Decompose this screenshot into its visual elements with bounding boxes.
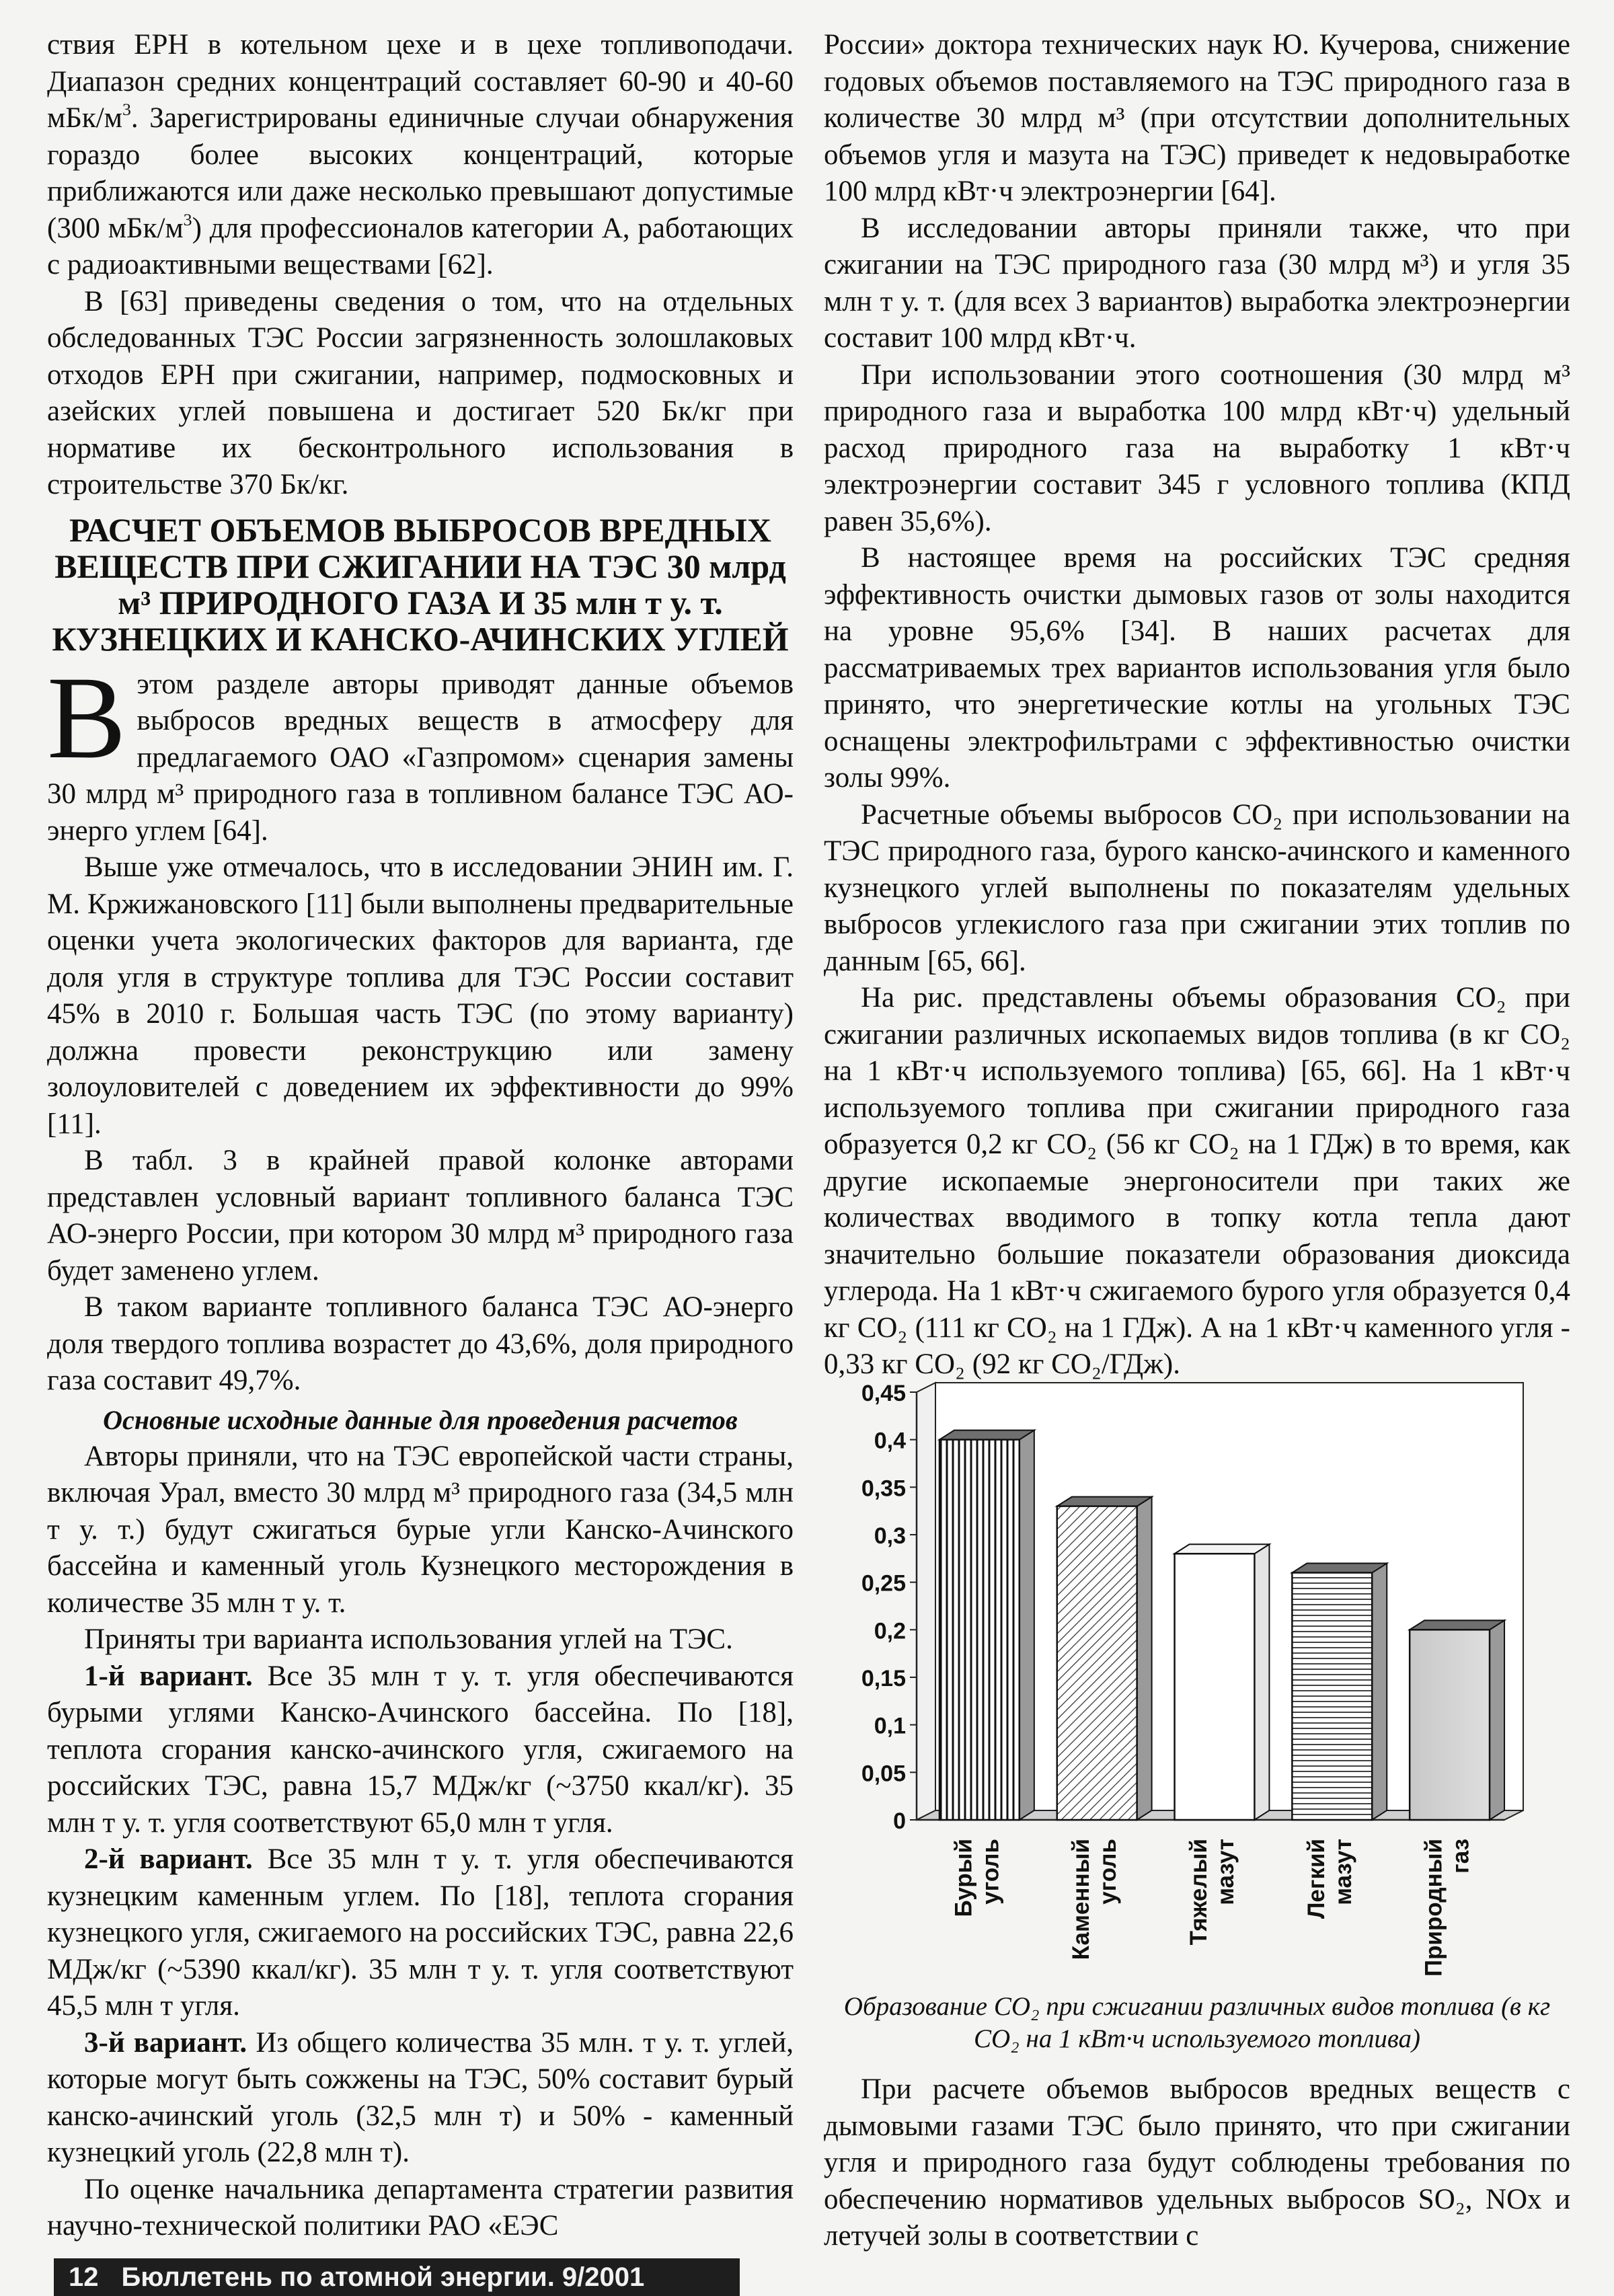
bar-side (1020, 1430, 1034, 1820)
bar-front (1175, 1554, 1255, 1820)
bar-front (1292, 1573, 1372, 1820)
paragraph: этом разделе авторы приводят данные объемов выбросов вредных веществ в атмосферу для предлагаемого ОАО «Газпромом» сценария замены 30 млрд м³ природного газа в топливном балансе ТЭС АО-энерго углем [64]. (47, 668, 794, 847)
variant-3-paragraph: 3-й вариант. Из общего количества 35 млн. т у. т. углей, которые могут быть сожжены на ТЭС, 50% составит бурый канско-ачинский уголь (32,5 млн т) и 50% - каменный кузнецкий уголь (22,8 млн т). (47, 2026, 794, 2168)
y-tick-label: 0,05 (861, 1761, 906, 1787)
y-tick-label: 0,3 (874, 1523, 906, 1549)
chart-side-wall (917, 1383, 935, 1820)
bar-side (1137, 1497, 1152, 1820)
x-tick-label: Природный (1420, 1839, 1447, 1977)
section-title: РАСЧЕТ ОБЪЕМОВ ВЫБРОСОВ ВРЕДНЫХ ВЕЩЕСТВ ПРИ СЖИГАНИИ НА ТЭС 30 млрд м³ ПРИРОДНОГО ГАЗА И 35 млн т у. т. КУЗНЕЦКИХ И КАНСКО-АЧИНСКИХ УГЛЕЙ (52, 510, 789, 658)
x-tick-label: Тяжелый (1186, 1839, 1212, 1946)
bar-top (939, 1430, 1034, 1440)
bar-top (1292, 1564, 1387, 1573)
y-tick-label: 0 (893, 1808, 906, 1834)
page-number: 12 (69, 2262, 99, 2292)
journal-title: Бюллетень по атомной энергии. 9/2001 (121, 2262, 645, 2292)
intro-paragraph (47, 652, 794, 850)
bar-front (1057, 1506, 1137, 1820)
x-tick-label: газ (1447, 1839, 1474, 1874)
paragraph: В таком варианте топливного баланса ТЭС АО-энерго доля твердого топлива возрастет до 43,6%, доля природного газа составит 49,7%. (47, 1291, 794, 1396)
x-tick-label: мазут (1330, 1839, 1356, 1905)
bar-side (1372, 1564, 1387, 1820)
left-column (47, 27, 794, 2245)
x-axis (950, 1839, 1473, 1977)
bar-top (1410, 1620, 1504, 1630)
y-tick-label: 0,2 (874, 1618, 906, 1644)
x-tick-label: уголь (977, 1839, 1004, 1905)
y-tick-label: 0,4 (874, 1428, 906, 1454)
page-footer (54, 2258, 740, 2296)
y-tick-label: 0,1 (874, 1713, 906, 1739)
bar (1292, 1564, 1387, 1820)
bar (1175, 1544, 1270, 1820)
x-tick-label: Бурый (950, 1839, 977, 1917)
y-axis (861, 1381, 917, 1834)
x-tick-label: уголь (1095, 1839, 1122, 1905)
bar (1057, 1497, 1152, 1820)
variant-1-paragraph: 1-й вариант. Все 35 млн т у. т. угля обеспечиваются бурыми углями Канско-Ачинского бассейна. По [18], теплота сгорания канско-ачинского угля, сжигаемого на российских ТЭС, равна 15,7 МДж/кг (~3750 ккал/кг). 35 млн т у. т. угля соответствуют 65,0 млн т угля. (47, 1660, 794, 1839)
co2-bar-chart (824, 1372, 1570, 2031)
bar-side (1254, 1544, 1269, 1820)
x-tick-label: Легкий (1303, 1839, 1330, 1919)
paragraph: ствия ЕРН в котельном цехе и в цехе топливоподачи. Диапазон средних концентраций составляет 60-90 и 40-60 мБк/$м^3$. Зарегистрированы единичные случаи обнаружения гораздо более высоких концентраций, которые приближаются или даже несколько превышают допустимые (300 мБк/$м^3$) для профессионалов категории А, работающих с радиоактивными веществами [62]. (47, 29, 794, 280)
y-tick-label: 0,15 (861, 1666, 906, 1691)
subheading: Основные исходные данные для проведения расчетов (103, 1404, 738, 1435)
bar-side (1490, 1620, 1504, 1820)
y-tick-label: 0,35 (861, 1476, 906, 1502)
paragraph: Выше уже отмечалось, что в исследовании ЭНИН им. Г. М. Кржижановского [11] были выполнены предварительные оценки учета экологических факторов для варианта, где доля угля в структуре топлива для ТЭС России составит 45% в 2010 г. Большая часть ТЭС (по этому варианту) должна провести реконструкцию или замену золоуловителей с доведением их эффективности до 99% [11]. (47, 851, 794, 1140)
variant-label: 2-й вариант. (84, 1843, 253, 1875)
y-tick-label: 0,25 (861, 1570, 906, 1597)
paragraph: Авторы приняли, что на ТЭС европейской части страны, включая Урал, вместо 30 млрд м³ природного газа (34,5 млн т у. т.) будут сжигаться бурые угли Канско-Ачинского бассейна и каменный уголь Кузнецкого месторождения в количестве 35 млн т у. т. (47, 1440, 794, 1619)
paragraph: России» доктора технических наук Ю. Кучерова, снижение годовых объемов поставляемого на ТЭС природного газа в количестве 30 млрд м³ (при отсутствии дополнительных объемов угля и мазута на ТЭС) приведет к недовыработке 100 млрд кВт·ч электроэнергии [64]. (824, 29, 1570, 207)
chart-svg (824, 1372, 1570, 1977)
variant-label: 1-й вариант. (84, 1660, 253, 1692)
variant-2-paragraph: 2-й вариант. Все 35 млн т у. т. угля обеспечиваются кузнецким каменным углем. По [18], теплота сгорания кузнецкого угля, сжигаемого на российских ТЭС, равна 22,6 МДж/кг (~5390 ккал/кг). 35 млн т у. т. угля соответствуют 45,5 млн т угля. (47, 1843, 794, 2022)
x-tick-label: мазут (1213, 1839, 1239, 1905)
bar-top (1057, 1497, 1152, 1506)
right-column-bottom (824, 2071, 1570, 2255)
paragraph: В исследовании авторы приняли также, что при сжигании на ТЭС природного газа (30 млрд м³) и угля 35 млн т у. т. (для всех 3 вариантов) выработка электроэнергии составит 100 млрд кВт·ч. (824, 212, 1570, 354)
x-tick-label: Каменный (1068, 1839, 1095, 1960)
bar-top (1175, 1544, 1270, 1554)
paragraph: На рис. представлены объемы образования CO₂ при сжигании различных ископаемых видов топлива (в кг CO₂ на 1 кВт·ч используемого топлива) [65, 66]. На 1 кВт·ч используемого топлива при сжигании природного газа образуется 0,2 кг CO₂ (56 кг CO₂ на 1 ГДж) в то время, как другие ископаемые энергоносители при таких же количествах вводимого в топку котла тепла дают значительно большие показатели образования диоксида углерода. На 1 кВт·ч сжигаемого бурого угля образуется 0,4 кг CO₂ (111 кг CO₂ на 1 ГДж). А на 1 кВт·ч каменного угля - 0,33 кг CO₂ (92 кг CO₂/ГДж). (824, 982, 1570, 1380)
paragraph: При расчете объемов выбросов вредных веществ с дымовыми газами ТЭС было принято, что при сжигании угля и природного газа будут соблюдены требования по обеспечению нормативов удельных выбросов SO₂, NOx и летучей золы в соответствии с (824, 2073, 1570, 2252)
paragraph: Приняты три варианта использования углей на ТЭС. (84, 1623, 733, 1655)
paragraph: В табл. 3 в крайней правой колонке авторами представлен условный вариант топливного баланса ТЭС АО-энерго России, при котором 30 млрд м³ природного газа будет заменено углем. (47, 1145, 794, 1287)
paragraph: В настоящее время на российских ТЭС средняя эффективность очистки дымовых газов от золы находится на уровне 95,6% [34]. В наших расчетах для рассматриваемых трех вариантов использования угля было принято, что энергетические котлы на угольных ТЭС оснащены электрофильтрами с эффективностью очистки золы 99%. (824, 542, 1570, 794)
bar (1410, 1620, 1504, 1820)
y-tick-label: 0,45 (861, 1381, 906, 1406)
figure-caption: Образование CO₂ при сжигании различных видов топлива (в кг CO₂ на 1 кВт·ч используемого топлива) (843, 1992, 1551, 2053)
paragraph: При использовании этого соотношения (30 млрд м³ природного газа и выработка 100 млрд кВт·ч) удельный расход природного газа на выработку 1 кВт·ч электроэнергии составит 345 г условного топлива (КПД равен 35,6%). (824, 358, 1570, 537)
paragraph: В [63] приведены сведения о том, что на отдельных обследованных ТЭС России загрязненность золошлаковых отходов ЕРН при сжигании, например, подмосковных и азейских углей повышена и достигает 520 Бк/кг при нормативе их бесконтрольного использования в строительстве 370 Бк/кг. (47, 285, 794, 500)
variant-label: 3-й вариант. (84, 2026, 247, 2059)
bar (939, 1430, 1034, 1820)
bar-front (939, 1440, 1020, 1820)
paragraph: По оценке начальника департамента стратегии развития научно-технической политики РАО «ЕЭС (47, 2173, 794, 2242)
drop-cap: В (47, 652, 126, 783)
right-column (824, 27, 1570, 1383)
paragraph: Расчетные объемы выбросов CO₂ при использовании на ТЭС природного газа, бурого канско-ачинского и каменного кузнецкого углей выполнены по показателям удельных выбросов углекислого газа при сжигании этих топлив по данным [65, 66]. (824, 798, 1570, 977)
bar-front (1410, 1630, 1490, 1820)
